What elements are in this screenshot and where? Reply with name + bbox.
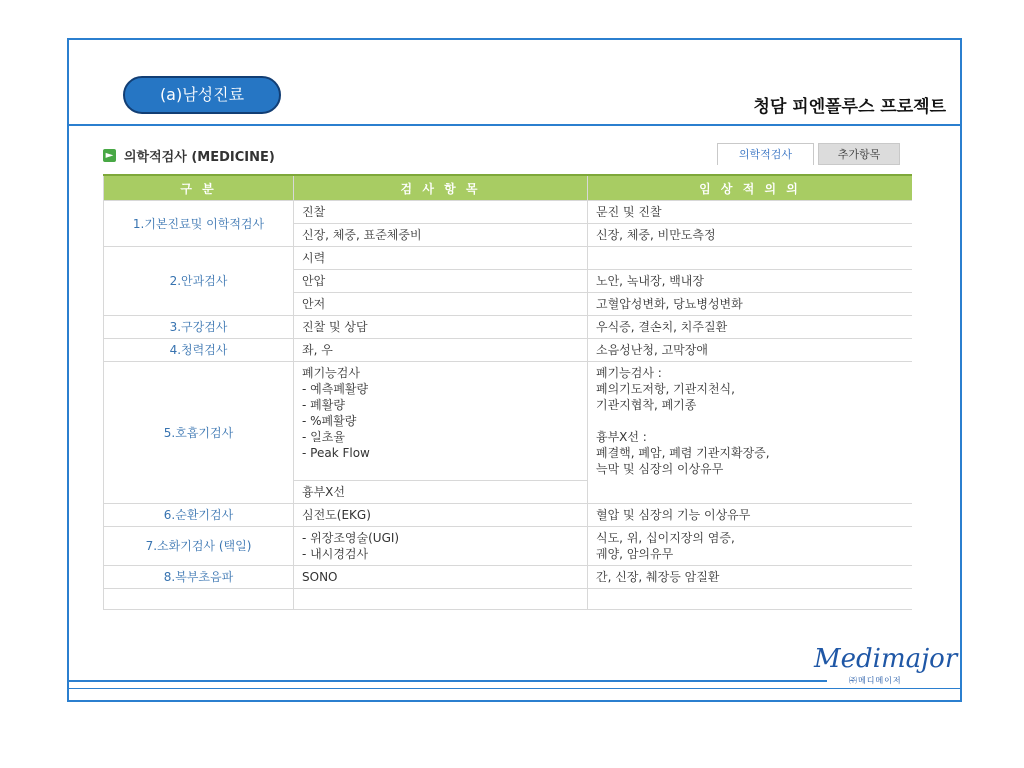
clinical-meaning-cell: 간, 신장, 췌장등 암질환	[588, 566, 913, 589]
section-badge: (a)남성진료	[123, 76, 281, 114]
header-divider	[67, 124, 962, 126]
table-row	[104, 201, 913, 224]
header-exam-item: 검 사 항 목	[294, 175, 588, 201]
empty-cell	[588, 589, 913, 610]
table-row	[104, 566, 913, 589]
category-cell: 3.구강검사	[104, 316, 294, 339]
clinical-meaning-cell: 신장, 체중, 비만도측정	[588, 224, 913, 247]
exam-item-cell: 진찰	[294, 201, 588, 224]
category-cell: 4.청력검사	[104, 339, 294, 362]
clinical-meaning-cell: 폐기능검사 : 폐의기도저항, 기관지천식, 기관지협착, 폐기종 흉부X선 : 폐결핵, 폐암, 폐렴 기관지확장증, 늑막 및 심장의 이상유무	[588, 362, 913, 504]
table-row	[104, 504, 913, 527]
clinical-meaning-cell: 노안, 녹내장, 백내장	[588, 270, 913, 293]
logo-subtitle: ㈜메디메이저	[849, 676, 902, 685]
exam-item-cell: 신장, 체중, 표준체중비	[294, 224, 588, 247]
exam-item-cell: 심전도(EKG)	[294, 504, 588, 527]
tab-medical-exam[interactable]: 의학적검사	[717, 143, 814, 165]
exam-item-cell: SONO	[294, 566, 588, 589]
logo-wordmark: Medimajor	[814, 644, 958, 674]
footer-divider-lower	[67, 688, 962, 689]
table-row	[104, 339, 913, 362]
clinical-meaning-cell	[588, 247, 913, 270]
category-cell: 8.복부초음파	[104, 566, 294, 589]
category-cell: 5.호흡기검사	[104, 362, 294, 504]
empty-cell	[104, 589, 294, 610]
clinical-meaning-cell: 우식증, 결손치, 치주질환	[588, 316, 913, 339]
clinical-meaning-cell: 혈압 및 심장의 기능 이상유무	[588, 504, 913, 527]
table-row	[104, 527, 913, 566]
exam-item-cell: 안압	[294, 270, 588, 293]
clinical-meaning-cell: 식도, 위, 십이지장의 염증, 궤양, 암의유무	[588, 527, 913, 566]
exam-item-cell: 폐기능검사 - 예측폐활량 - 폐활량 - %폐활량 - 일초율 - Peak Flow	[294, 362, 588, 481]
exam-item-cell: 흉부X선	[294, 481, 588, 504]
clinical-meaning-cell: 소음성난청, 고막장애	[588, 339, 913, 362]
table-row	[104, 316, 913, 339]
exam-item-cell: 진찰 및 상담	[294, 316, 588, 339]
table-row	[104, 362, 913, 481]
category-cell: 7.소화기검사 (택일)	[104, 527, 294, 566]
footer-divider	[67, 680, 827, 682]
exam-item-cell: - 위장조영술(UGI) - 내시경검사	[294, 527, 588, 566]
clinical-meaning-cell: 문진 및 진찰	[588, 201, 913, 224]
tab-additional-items[interactable]: 추가항목	[818, 143, 900, 165]
table-header-row	[104, 175, 913, 201]
section-heading-text: 의학적검사 (MEDICINE)	[124, 150, 275, 165]
exam-item-cell: 시력	[294, 247, 588, 270]
company-logo	[814, 644, 964, 688]
tab-bar	[717, 143, 900, 165]
clinical-meaning-cell: 고혈압성변화, 당뇨병성변화	[588, 293, 913, 316]
project-title: 청담 피엔폴루스 프로젝트	[753, 97, 946, 117]
section-heading	[103, 146, 275, 165]
table-row	[104, 589, 913, 610]
exam-item-cell: 좌, 우	[294, 339, 588, 362]
category-cell: 2.안과검사	[104, 247, 294, 316]
category-cell: 1.기본진료및 이학적검사	[104, 201, 294, 247]
exam-table-container	[103, 174, 912, 650]
category-cell: 6.순환기검사	[104, 504, 294, 527]
empty-cell	[294, 589, 588, 610]
exam-item-cell: 안저	[294, 293, 588, 316]
header-clinical-meaning: 임 상 적 의 의	[588, 175, 913, 201]
exam-table	[103, 174, 912, 610]
arrow-right-icon: ►	[103, 149, 116, 162]
table-row	[104, 247, 913, 270]
header-category: 구 분	[104, 175, 294, 201]
